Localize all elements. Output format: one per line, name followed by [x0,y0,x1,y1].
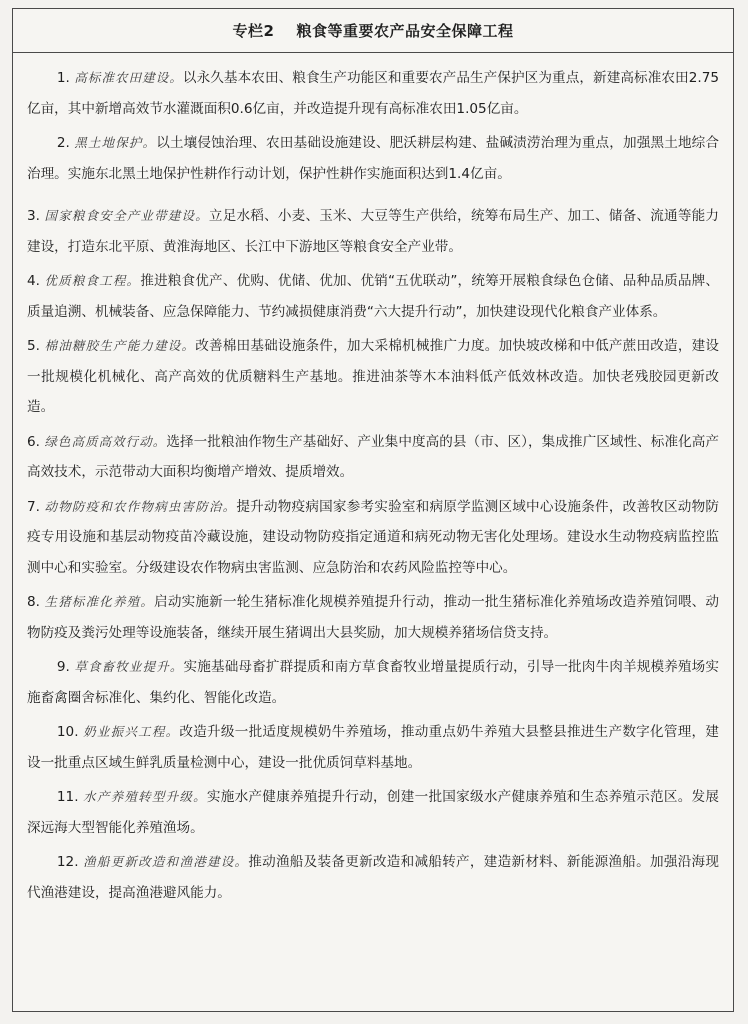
list-item-6 [27,427,719,488]
column-number: 专栏2 [232,22,275,40]
item-number: 12. [56,854,79,870]
item-text: 改善棉田基础设施条件，加大采棉机械推广力度。加快坡改梯和中低产蔗田改造，建设一批规模化机械化、高产高效的优质糖料生产基地。推进油茶等木本油料低产低效林改造。加快老残胶园更新改造。 [27,338,720,415]
item-number: 11. [56,789,79,805]
item-number: 6. [27,433,40,450]
column-title [13,9,733,53]
item-number: 9. [56,659,70,675]
item-number: 4. [27,273,40,289]
item-label: 生猪标准化养殖。 [44,594,155,609]
item-text: 实施基础母畜扩群提质和南方草食畜牧业增量提质行动，引导一批肉牛肉羊规模养殖场实施畜禽圈舍标准化、集约化、智能化改造。 [27,659,719,706]
item-label: 绿色高质高效行动。 [44,433,167,449]
item-text: 实施水产健康养殖提升行动，创建一批国家级水产健康养殖和生态养殖示范区。发展深远海大型智能化养殖渔场。 [27,789,719,836]
item-label: 高标准农田建设。 [74,70,183,85]
item-text: 以土壤侵蚀治理、农田基础设施建设、肥沃耕层构建、盐碱渍涝治理为重点，加强黑土地综合治理。实施东北黑土地保护性耕作行动计划，保护性耕作实施面积达到1.4亿亩。 [27,135,719,182]
item-label: 优质粮食工程。 [44,273,141,288]
list-item-8 [27,587,719,648]
list-item-7 [27,492,719,584]
item-label: 动物防疫和农作物病虫害防治。 [44,498,237,514]
list-item-4 [27,266,719,327]
list-item-2 [27,128,719,189]
column-name: 粮食等重要农产品安全保障工程 [296,22,514,40]
item-text: 立足水稻、小麦、玉米、大豆等生产供给，统筹布局生产、加工、储备、流通等能力建设，打造东北平原、黄淮海地区、长江中下游地区等粮食安全产业带。 [27,208,720,255]
list-item-1 [27,63,719,124]
item-number: 3. [27,208,40,224]
list-item-11 [27,782,719,843]
column-body [13,53,733,908]
list-item-5 [27,331,719,423]
item-text: 启动实施新一轮生猪标准化规模养殖提升行动，推动一批生猪标准化养殖场改造养殖饲喂、动物防疫及粪污处理等设施装备，继续开展生猪调出大县奖励，加大规模养猪场信贷支持。 [27,594,719,641]
item-number: 2. [56,135,70,151]
item-label: 国家粮食安全产业带建设。 [44,208,209,223]
list-item-12 [27,847,719,908]
item-label: 水产养殖转型升级。 [83,789,207,804]
item-label: 奶业振兴工程。 [83,724,180,739]
item-label: 草食畜牧业提升。 [74,659,184,674]
project-column-box [12,8,734,1012]
item-number: 7. [27,498,40,515]
item-number: 10. [56,724,79,740]
item-label: 渔船更新改造和渔港建设。 [83,854,249,869]
item-number: 8. [27,594,40,610]
item-label: 棉油糖胶生产能力建设。 [44,338,196,353]
item-text: 以永久基本农田、粮食生产功能区和重要农产品生产保护区为重点，新建高标准农田2.75亿亩，其中新增高效节水灌溉面积0.6亿亩，并改造提升现有高标准农田1.05亿亩。 [27,70,719,117]
item-text: 推进粮食优产、优购、优储、优加、优销“五优联动”，统筹开展粮食绿色仓储、品种品质品牌、质量追溯、机械装备、应急保障能力、节约减损健康消费“六大提升行动”，加快建设现代化粮食产业体系。 [27,273,719,320]
item-text: 选择一批粮油作物生产基础好、产业集中度高的县（市、区），集成推广区域性、标准化高产高效技术，示范带动大面积均衡增产增效、提质增效。 [27,433,719,480]
item-text: 改造升级一批适度规模奶牛养殖场，推动重点奶牛养殖大县整县推进生产数字化管理，建设一批重点区域生鲜乳质量检测中心，建设一批优质饲草料基地。 [27,724,719,771]
list-item-10 [27,717,719,778]
item-text: 提升动物疫病国家参考实验室和病原学监测区域中心设施条件，改善牧区动物防疫专用设施和基层动物疫苗冷藏设施，建设动物防疫指定通道和病死动物无害化处理场。建设水生动物疫病监控监测中心和实验室。分级建设农作物病虫害监测、应急防治和农药风险监控等中心。 [27,498,719,576]
list-item-9 [27,652,719,713]
item-label: 黑土地保护。 [74,135,157,150]
item-number: 5. [27,338,40,354]
list-item-3 [27,201,719,262]
item-text: 推动渔船及装备更新改造和减船转产，建造新材料、新能源渔船。加强沿海现代渔港建设，提高渔港避风能力。 [27,854,719,901]
item-number: 1. [56,70,70,86]
